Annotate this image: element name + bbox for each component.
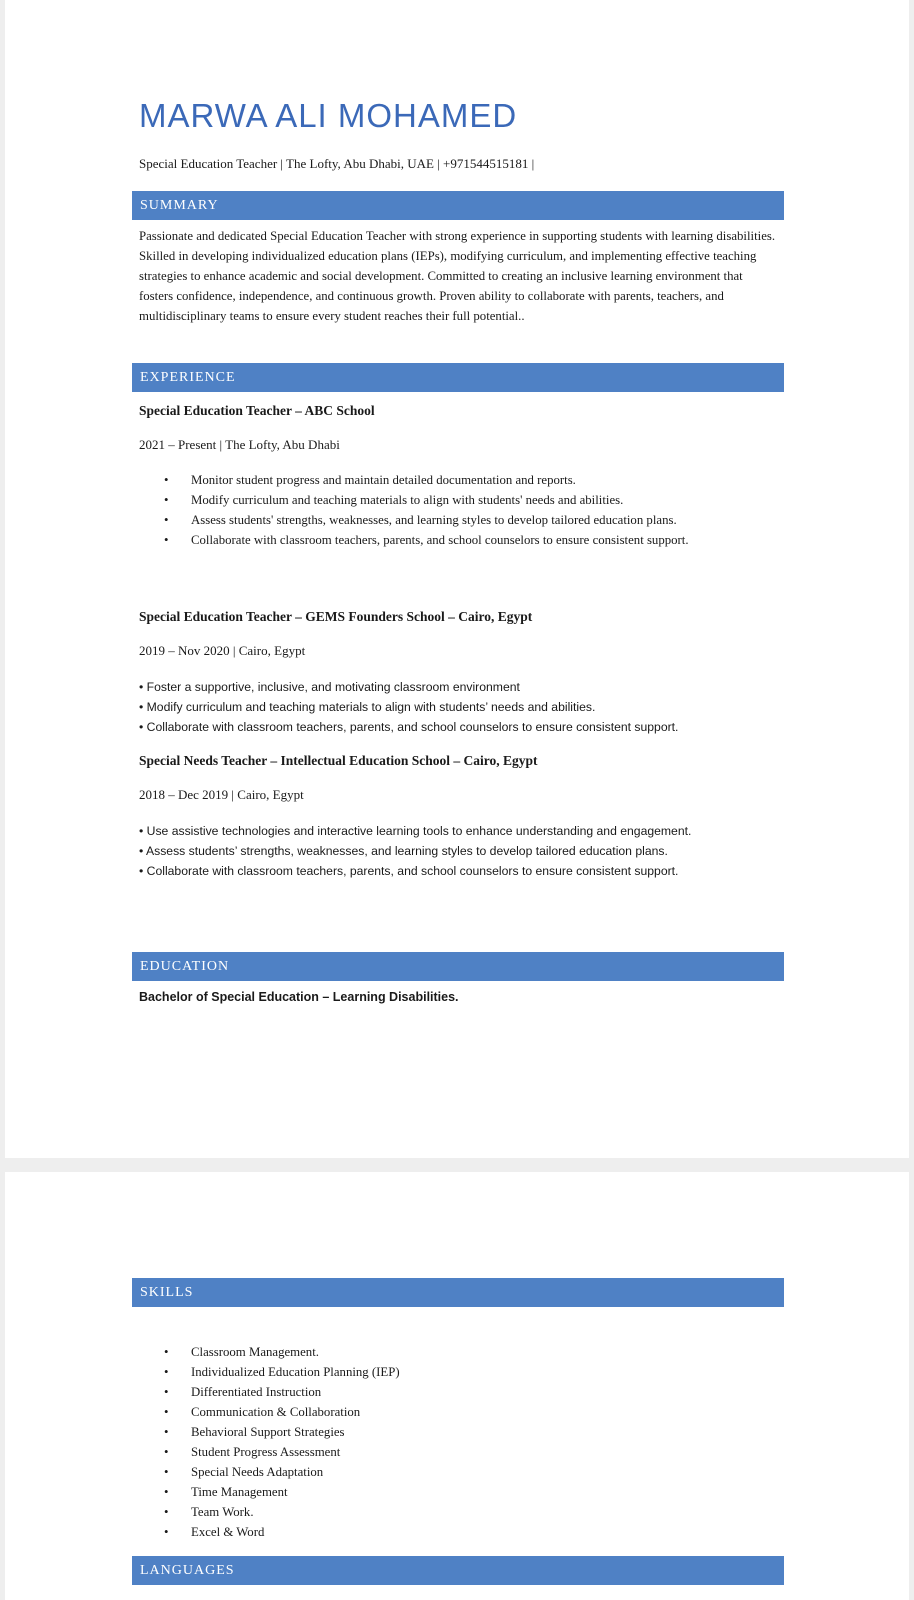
education-heading: EDUCATION bbox=[132, 952, 784, 981]
list-item: • Time Management bbox=[139, 1482, 789, 1502]
contact-line: Special Education Teacher | The Lofty, Abu Dhabi, UAE | +971544515181 | bbox=[139, 156, 535, 171]
list-item: • Differentiated Instruction bbox=[139, 1382, 789, 1402]
job-title: Special Needs Teacher – Intellectual Education School – Cairo, Egypt bbox=[139, 753, 538, 768]
list-item: • Modify curriculum and teaching materials to align with students' needs and abilities. bbox=[139, 490, 789, 510]
bullet-icon: • bbox=[164, 533, 169, 547]
list-item: • Assess students' strengths, weaknesses, and learning styles to develop tailored education plans. bbox=[139, 510, 789, 530]
bullet-icon: • bbox=[164, 493, 169, 507]
bullet-icon: • bbox=[164, 1505, 169, 1519]
list-item: • Student Progress Assessment bbox=[139, 1442, 789, 1462]
education-degree: Bachelor of Special Education – Learning Disabilities. bbox=[139, 990, 459, 1004]
bullet-icon: • bbox=[164, 1465, 169, 1479]
bullet-icon: • bbox=[164, 1385, 169, 1399]
job-dates-location: 2021 – Present | The Lofty, Abu Dhabi bbox=[139, 437, 340, 452]
list-item: • Team Work. bbox=[139, 1502, 789, 1522]
list-item: • Collaborate with classroom teachers, parents, and school counselors to ensure consistent support. bbox=[139, 530, 789, 550]
job-dates-location: 2018 – Dec 2019 | Cairo, Egypt bbox=[139, 787, 304, 802]
list-item: • Use assistive technologies and interactive learning tools to enhance understanding and engagement. bbox=[139, 824, 692, 838]
list-item: • Special Needs Adaptation bbox=[139, 1462, 789, 1482]
job-bullet-list bbox=[139, 821, 779, 881]
list-item: • Collaborate with classroom teachers, parents, and school counselors to ensure consistent support. bbox=[139, 864, 679, 878]
bullet-icon: • bbox=[164, 1525, 169, 1539]
languages-heading: LANGUAGES bbox=[132, 1556, 784, 1585]
resume-page-1 bbox=[5, 0, 909, 1158]
list-item: • Foster a supportive, inclusive, and motivating classroom environment bbox=[139, 680, 520, 694]
skills-list bbox=[139, 1342, 789, 1542]
bullet-icon: • bbox=[164, 1405, 169, 1419]
list-item: • Communication & Collaboration bbox=[139, 1402, 789, 1422]
list-item: • Excel & Word bbox=[139, 1522, 789, 1542]
summary-heading: SUMMARY bbox=[132, 191, 784, 220]
skills-heading: SKILLS bbox=[132, 1278, 784, 1307]
bullet-icon: • bbox=[164, 1425, 169, 1439]
resume-page-2 bbox=[5, 1172, 909, 1600]
bullet-icon: • bbox=[164, 473, 169, 487]
list-item: • Assess students’ strengths, weaknesses, and learning styles to develop tailored education plans. bbox=[139, 844, 668, 858]
job-title: Special Education Teacher – GEMS Founders School – Cairo, Egypt bbox=[139, 609, 533, 624]
summary-text: Passionate and dedicated Special Education Teacher with strong experience in supporting students with learning disabilities. Skilled in developing individualized education plans (IEPs), modifying curriculum, and implementing effective teaching strategies to enhance academic and social development. Committed to creating an inclusive learning environment that fosters confidence, independence, and continuous growth. Proven ability to collaborate with parents, teachers, and multidisciplinary teams to ensure every student reaches their full potential.. bbox=[139, 229, 776, 323]
list-item: • Modify curriculum and teaching materials to align with students’ needs and abilities. bbox=[139, 700, 596, 714]
bullet-icon: • bbox=[164, 1445, 169, 1459]
list-item: • Individualized Education Planning (IEP) bbox=[139, 1362, 789, 1382]
bullet-icon: • bbox=[164, 1485, 169, 1499]
bullet-icon: • bbox=[164, 1365, 169, 1379]
bullet-icon: • bbox=[164, 1345, 169, 1359]
job-bullet-list bbox=[139, 470, 789, 550]
candidate-name: MARWA ALI MOHAMED bbox=[139, 97, 518, 134]
job-dates-location: 2019 – Nov 2020 | Cairo, Egypt bbox=[139, 643, 306, 658]
bullet-icon: • bbox=[164, 513, 169, 527]
job-title: Special Education Teacher – ABC School bbox=[139, 403, 375, 418]
list-item: • Behavioral Support Strategies bbox=[139, 1422, 789, 1442]
list-item: • Classroom Management. bbox=[139, 1342, 789, 1362]
experience-heading: EXPERIENCE bbox=[132, 363, 784, 392]
job-bullet-list bbox=[139, 677, 779, 737]
list-item: • Monitor student progress and maintain detailed documentation and reports. bbox=[139, 470, 789, 490]
list-item: • Collaborate with classroom teachers, parents, and school counselors to ensure consistent support. bbox=[139, 720, 679, 734]
